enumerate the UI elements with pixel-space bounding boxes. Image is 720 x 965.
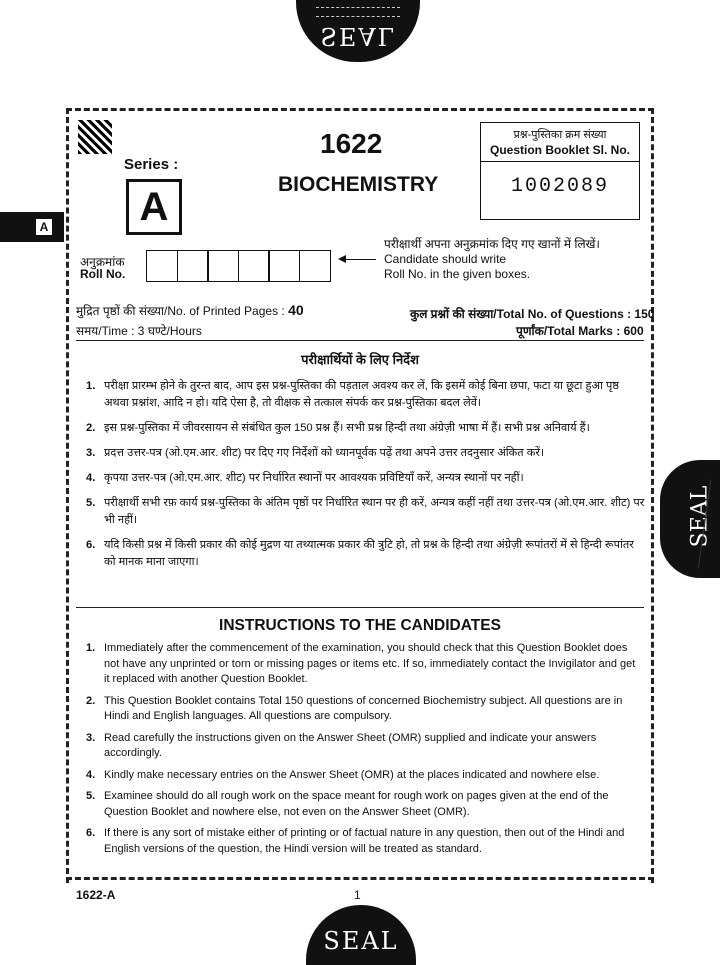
item-text: If there is any sort of mistake either of printing or of factual nature in any question, then out of the Hindi and English versions of the question, the Hindi version will be treated as standard. [104, 827, 625, 855]
item-text: Read carefully the instructions given on the Answer Sheet (OMR) supplied and indicate your answers accordingly. [104, 731, 597, 759]
total-questions: कुल प्रश्नों की संख्या/Total No. of Questions : 150 [410, 307, 655, 321]
series-side-tab [0, 212, 64, 242]
frame-bottom-border [66, 877, 654, 880]
item-number: 6. [86, 539, 96, 551]
roll-instruction-english-2: Roll No. in the given boxes. [384, 267, 531, 281]
english-instructions-heading: INSTRUCTIONS TO THE CANDIDATES [219, 617, 501, 634]
roll-label-hindi: अनुक्रमांक [80, 255, 125, 269]
roll-box[interactable] [207, 250, 239, 282]
item-text: Kindly make necessary entries on the Answer Sheet (OMR) at the places indicated and nowhere else. [104, 768, 600, 781]
printed-pages-label: मुद्रित पृष्ठों की संख्या/No. of Printed Pages : [76, 304, 285, 318]
item-text: कृपया उत्तर-पत्र (ओ.एम.आर. शीट) पर निर्धारित स्थानों पर आवश्यक प्रविष्टियाँ करें, अन्यत्र स्थानों पर नहीं। [104, 472, 524, 484]
booklet-label-hindi: प्रश्न-पुस्तिका क्रम संख्या [513, 129, 607, 141]
item-number: 5. [86, 790, 96, 802]
list-item [86, 731, 642, 762]
footer-paper-code: 1622-A [76, 888, 116, 902]
divider-line [76, 607, 644, 608]
item-number: 4. [86, 472, 96, 484]
series-label: Series : [124, 156, 179, 173]
item-text: Examinee should do all rough work on the space meant for rough work on pages given at the end of the Question Booklet and nowhere else, not even on the Answer Sheet (OMR). [104, 790, 609, 818]
list-item [86, 789, 642, 820]
item-number: 2. [86, 694, 96, 707]
english-instructions-list [86, 641, 642, 863]
qr-code-icon [78, 120, 112, 154]
seal-text-top: SEAL [320, 22, 396, 50]
printed-pages [76, 302, 304, 319]
list-item [86, 495, 646, 529]
list-item [86, 826, 642, 857]
list-item [86, 537, 646, 571]
series-side-letter: A [36, 219, 52, 235]
roll-number-boxes [146, 250, 329, 282]
page-number: 1 [354, 888, 361, 902]
booklet-label-english: Question Booklet Sl. No. [489, 143, 630, 157]
item-number: 3. [86, 447, 96, 459]
roll-instruction-english-1: Candidate should write [384, 252, 507, 266]
booklet-number: 1002089 [510, 175, 609, 198]
booklet-number-box [480, 122, 640, 220]
seal-stamp-top [296, 0, 420, 62]
item-text: परीक्षा प्रारम्भ होने के तुरन्त बाद, आप इस प्रश्न-पुस्तिका की पड़ताल अवश्य कर लें, कि इसमें कोई बिना छपा, फटा या छूटा हुआ पृष्ठ अथवा प्रश्नांश, आदि न हो। यदि ऐसा है, तो वीक्षक से तत्काल संपर्क कर प्रश्न-पुस्तिका बदल लेवें। [104, 380, 619, 409]
seal-stamp-bottom [306, 905, 416, 965]
item-text: इस प्रश्न-पुस्तिका में जीवरसायन से संबंधित कुल 150 प्रश्न हैं। सभी प्रश्न हिन्दी तथा अंग्रेज़ी भाषा में हैं। सभी प्रश्न अनिवार्य हैं। [104, 422, 590, 434]
roll-box[interactable] [238, 250, 270, 282]
series-value: A [126, 179, 182, 235]
roll-box[interactable] [177, 250, 209, 282]
hindi-instructions-list [86, 378, 646, 579]
item-number: 6. [86, 827, 96, 839]
item-text: यदि किसी प्रश्न में किसी प्रकार की कोई मुद्रण या तथ्यात्मक प्रकार की त्रुटि हो, तो प्रश्न के हिन्दी तथा अंग्रेज़ी रूपांतरों में से हिन्दी रूपांतर को मानक माना जाएगा। [104, 539, 634, 568]
list-item [86, 470, 646, 487]
subject-title: BIOCHEMISTRY [278, 173, 439, 196]
booklet-divider [481, 161, 639, 162]
item-number: 5. [86, 497, 96, 509]
list-item [86, 445, 646, 462]
item-text: Immediately after the commencement of the examination, you should check that this Question Booklet does not have any unprinted or torn or missing pages or items etc. If so, immediately contact the Invigilator and get it replaced with another Question Booklet. [104, 642, 636, 685]
item-number: 1. [86, 380, 96, 392]
item-number: 2. [86, 422, 96, 434]
list-item [86, 768, 642, 784]
seal-text-right: SEAL [687, 485, 713, 548]
divider-line [76, 340, 644, 341]
printed-pages-value: 40 [288, 302, 304, 318]
seal-strip [316, 7, 400, 17]
hindi-instructions-heading: परीक्षार्थियों के लिए निर्देश [301, 352, 419, 367]
roll-instruction-hindi: परीक्षार्थी अपना अनुक्रमांक दिए गए खानों में लिखें। [384, 237, 600, 251]
paper-code: 1622 [320, 128, 383, 159]
list-item [86, 378, 646, 412]
item-text: परीक्षार्थी सभी रफ़ कार्य प्रश्न-पुस्तिका के अंतिम पृष्ठों पर निर्धारित स्थान पर ही करें, अन्यत्र कहीं नहीं तथा उत्तर-पत्र (ओ.एम.आर. शीट) पर भी नहीं। [104, 497, 645, 526]
arrow-left-icon [340, 259, 376, 260]
roll-box[interactable] [146, 250, 178, 282]
roll-label-english: Roll No. [80, 267, 126, 281]
list-item [86, 694, 642, 725]
total-marks: पूर्णांक/Total Marks : 600 [516, 324, 644, 338]
item-text: प्रदत्त उत्तर-पत्र (ओ.एम.आर. शीट) पर दिए गए निर्देशों को ध्यानपूर्वक पढ़ें तथा अपने उत्तर तदनुसार अंकित करें। [104, 447, 545, 459]
roll-box[interactable] [299, 250, 331, 282]
seal-text-bottom: SEAL [323, 927, 399, 955]
list-item [86, 420, 646, 437]
item-number: 3. [86, 731, 96, 744]
roll-instruction [384, 237, 600, 282]
time-allowed: समय/Time : 3 घण्टे/Hours [76, 324, 202, 338]
item-number: 4. [86, 768, 96, 781]
roll-box[interactable] [268, 250, 300, 282]
item-number: 1. [86, 642, 96, 654]
list-item [86, 641, 642, 688]
item-text: This Question Booklet contains Total 150 questions of concerned Biochemistry subject. All questions are in Hindi and English languages. All questions are compulsory. [104, 694, 623, 722]
